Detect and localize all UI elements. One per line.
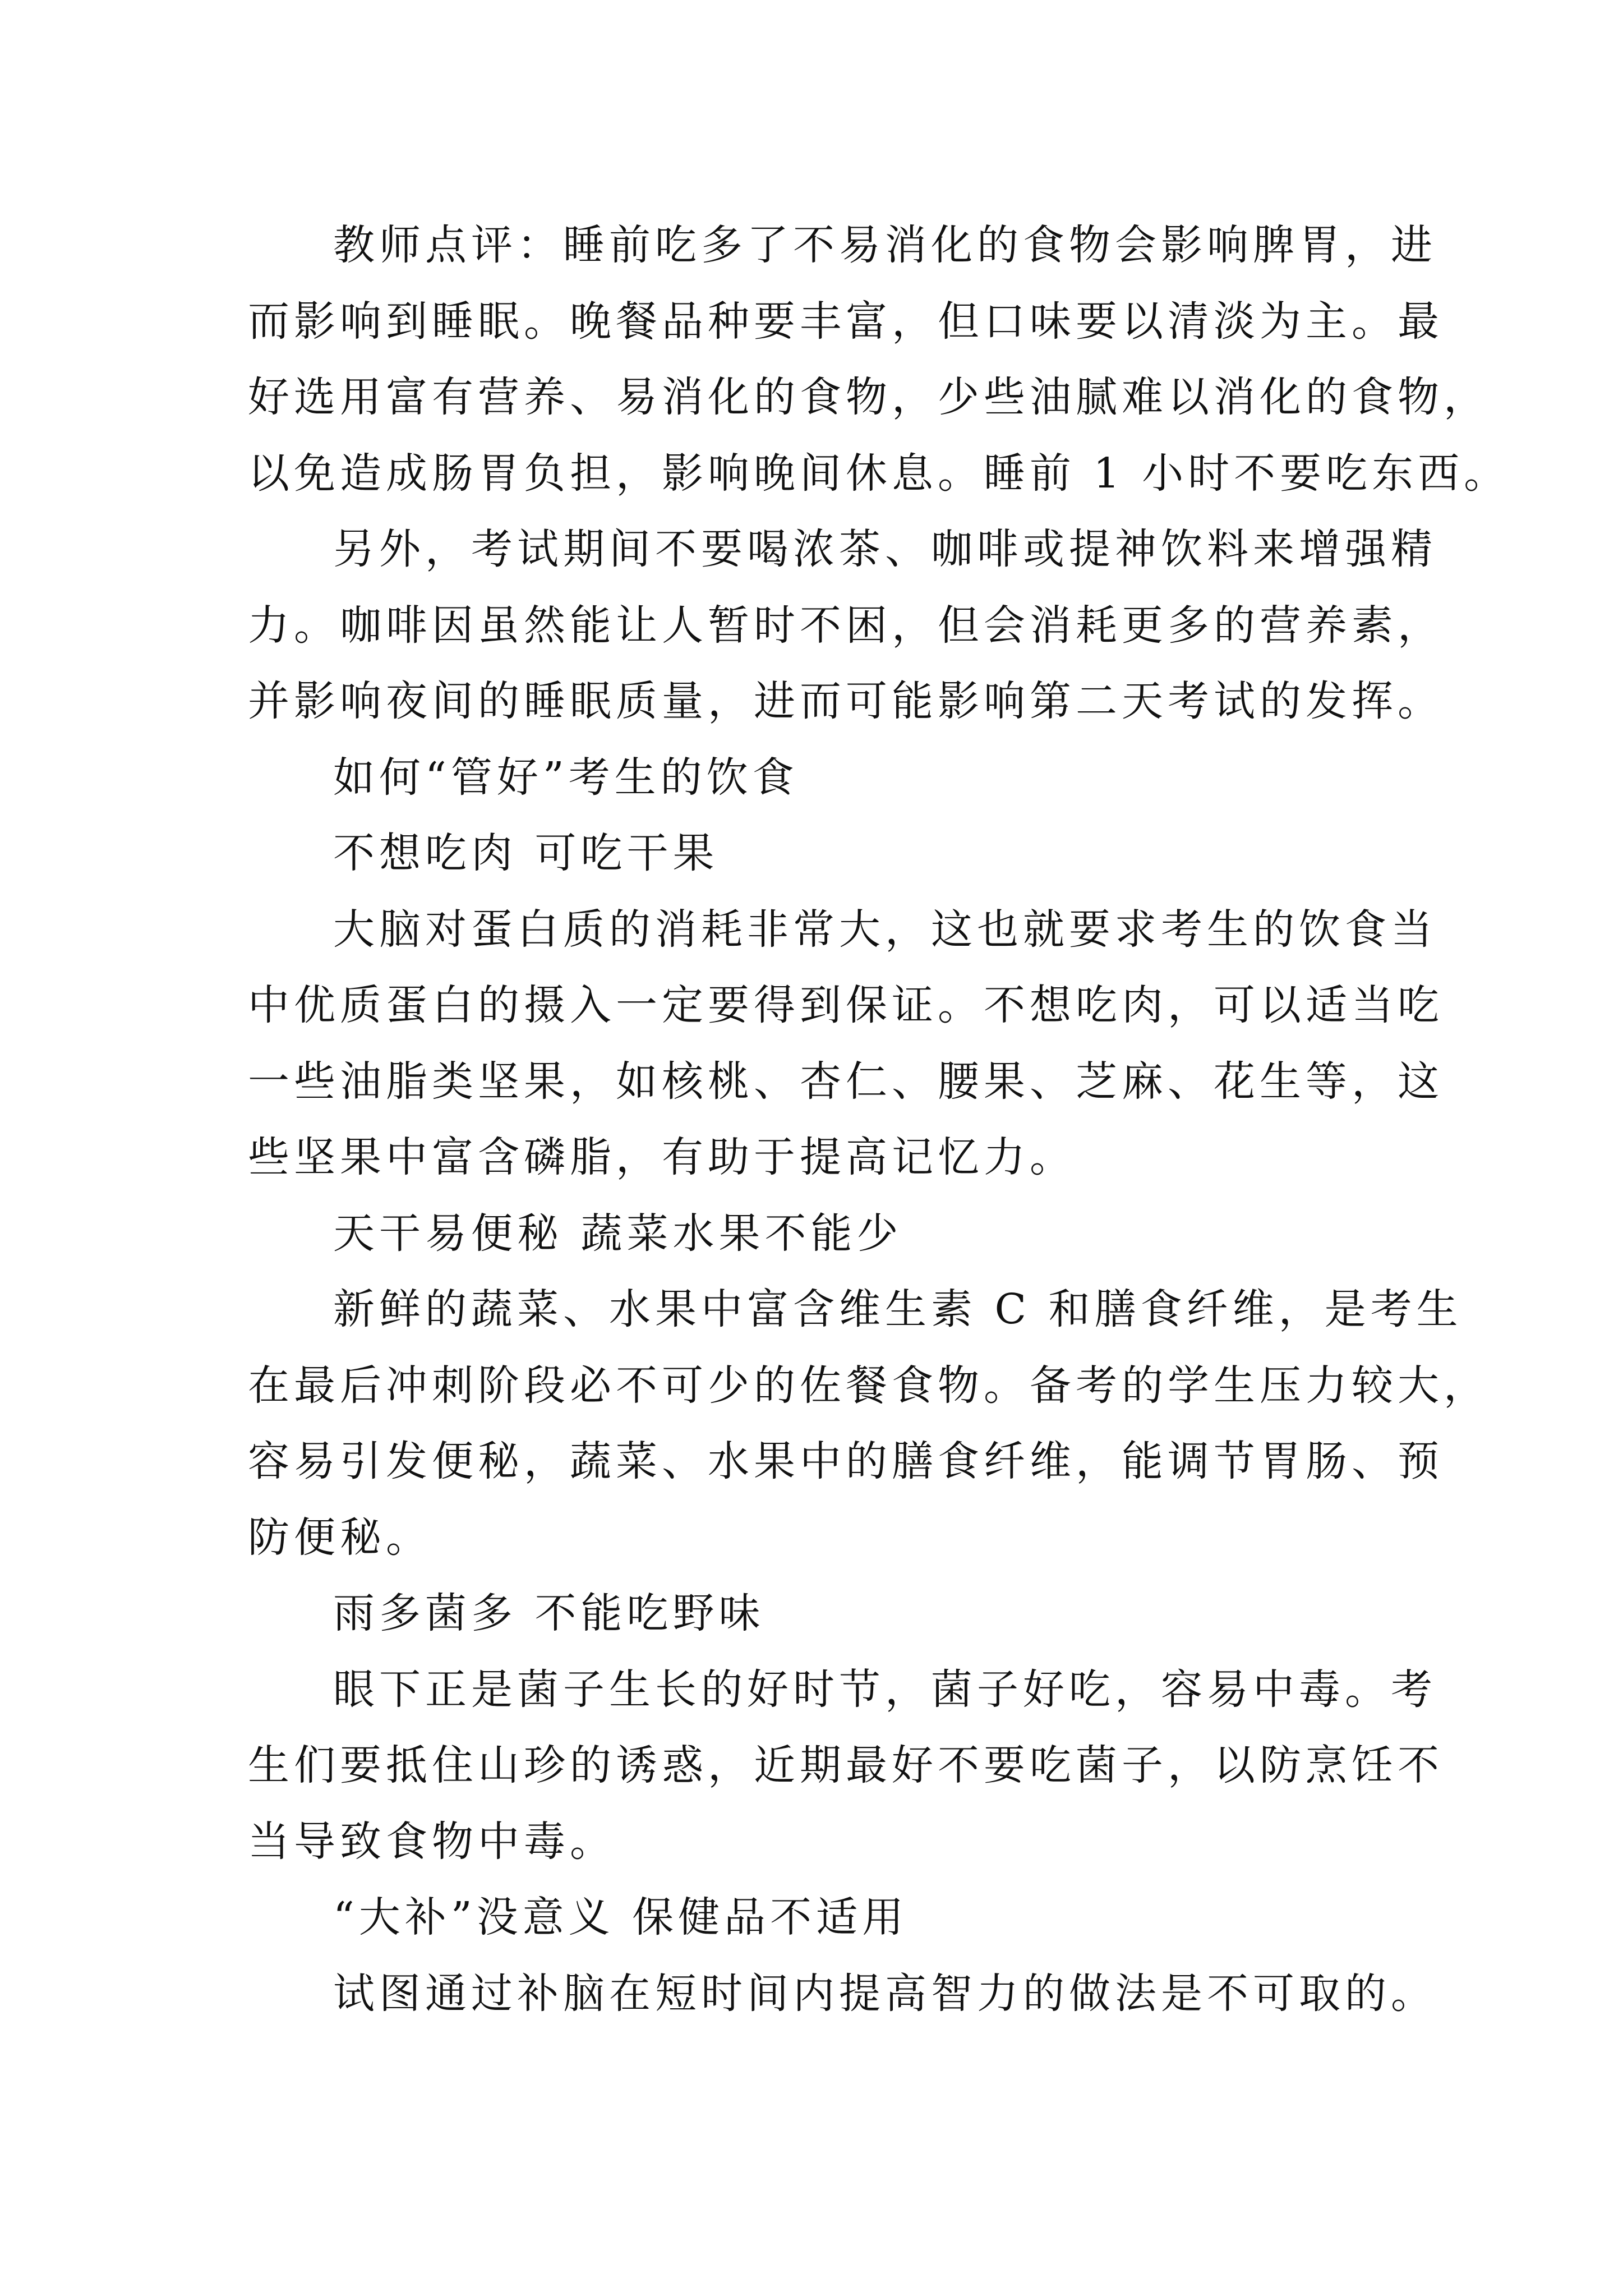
- paragraph-line: 生们要抵住山珍的诱惑，近期最好不要吃菌子，以防烹饪不: [248, 1741, 1444, 1789]
- paragraph-line: 些坚果中富含磷脂，有助于提高记忆力。: [248, 1133, 1076, 1181]
- paragraph-line: 防便秘。: [248, 1513, 432, 1562]
- paragraph-line: 当导致食物中毒。: [248, 1817, 616, 1866]
- paragraph-line: 好选用富有营养、易消化的食物，少些油腻难以消化的食物，: [248, 373, 1490, 421]
- paragraph-line: 另外，考试期间不要喝浓茶、咖啡或提神饮料来增强精: [333, 525, 1437, 573]
- paragraph-line: 一些油脂类坚果，如核桃、杏仁、腰果、芝麻、花生等，这: [248, 1057, 1444, 1106]
- paragraph-line: 试图通过补脑在短时间内提高智力的做法是不可取的。: [333, 1969, 1437, 2018]
- section-heading: 如何“管好”考生的饮食: [333, 753, 799, 802]
- paragraph-line: 容易引发便秘，蔬菜、水果中的膳食纤维，能调节胃肠、预: [248, 1437, 1444, 1485]
- paragraph-line: 以免造成肠胃负担，影响晚间休息。睡前 1 小时不要吃东西。: [248, 449, 1510, 498]
- document-body: [248, 208, 1510, 2032]
- subheading: 雨多菌多 不能吃野味: [333, 1589, 765, 1637]
- paragraph-line: 眼下正是菌子生长的好时节，菌子好吃，容易中毒。考: [333, 1665, 1437, 1714]
- subheading: “大补”没意义 保健品不适用: [333, 1893, 909, 1941]
- subheading: 不想吃肉 可吃干果: [333, 829, 719, 877]
- subheading: 天干易便秘 蔬菜水果不能少: [333, 1209, 903, 1258]
- paragraph-line: 并影响夜间的睡眠质量，进而可能影响第二天考试的发挥。: [248, 677, 1444, 725]
- paragraph-line: 教师点评：睡前吃多了不易消化的食物会影响脾胃，进: [333, 221, 1437, 269]
- paragraph-line: 大脑对蛋白质的消耗非常大，这也就要求考生的饮食当: [333, 905, 1437, 954]
- paragraph-line: 在最后冲刺阶段必不可少的佐餐食物。备考的学生压力较大，: [248, 1361, 1490, 1410]
- paragraph-line: 而影响到睡眠。晚餐品种要丰富，但口味要以清淡为主。最: [248, 297, 1444, 346]
- paragraph-line: 中优质蛋白的摄入一定要得到保证。不想吃肉，可以适当吃: [248, 981, 1444, 1029]
- paragraph-line: 新鲜的蔬菜、水果中富含维生素 C 和膳食纤维，是考生: [333, 1285, 1463, 1333]
- paragraph-line: 力。咖啡因虽然能让人暂时不困，但会消耗更多的营养素，: [248, 601, 1444, 650]
